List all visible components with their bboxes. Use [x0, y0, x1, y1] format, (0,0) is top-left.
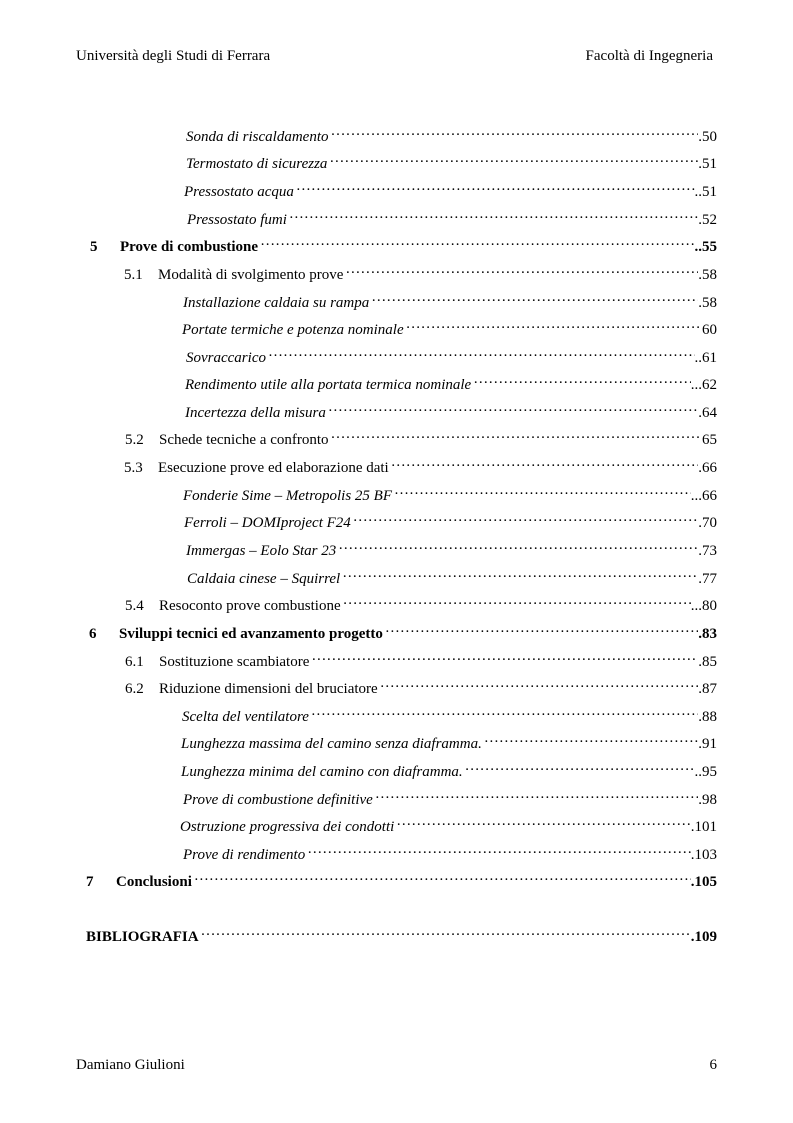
toc-entry[interactable] — [185, 369, 717, 393]
toc-chapter[interactable] — [90, 231, 717, 255]
toc-section-page: .66 — [698, 460, 717, 476]
toc-entry-title: Installazione caldaia su rampa — [183, 295, 370, 311]
toc-entry[interactable] — [186, 121, 717, 145]
toc-leader-dots — [343, 259, 698, 279]
toc-section-page: .85 — [698, 654, 717, 670]
toc-entry-title: Termostato di sicurezza — [186, 156, 328, 172]
toc-section-number: 5.4 — [125, 598, 144, 614]
toc-chapter-title: Sviluppi tecnici ed avanzamento progetto — [119, 626, 383, 642]
toc-entry-page: .51 — [698, 156, 717, 172]
toc-leader-dots — [394, 811, 690, 831]
toc-leader-dots — [309, 646, 698, 666]
toc-bibliography-page: .109 — [690, 929, 717, 945]
header-university: Università degli Studi di Ferrara — [76, 48, 271, 64]
toc-entry[interactable] — [183, 784, 717, 808]
toc-entry[interactable] — [186, 342, 717, 366]
toc-chapter-page: ..55 — [694, 239, 717, 255]
toc-entry-page: .50 — [698, 129, 717, 145]
toc-entry-page: .73 — [698, 543, 717, 559]
toc-entry-page: ...66 — [690, 488, 717, 504]
toc-section[interactable] — [124, 452, 717, 476]
toc-section-page: .58 — [698, 267, 717, 283]
toc-entry-page: ...62 — [690, 377, 717, 393]
toc-entry-title: Incertezza della misura — [185, 405, 326, 421]
toc-section[interactable] — [125, 424, 717, 448]
toc-leader-dots — [392, 480, 691, 500]
toc-entry[interactable] — [181, 728, 717, 752]
toc-entry[interactable] — [182, 701, 717, 725]
toc-section-title: Sostituzione scambiatore — [159, 654, 310, 670]
toc-entry-title: Prove di combustione definitive — [183, 792, 373, 808]
toc-section-number: 6.2 — [125, 681, 144, 697]
toc-entry[interactable] — [183, 287, 717, 311]
toc-entry-page: 60 — [702, 322, 717, 338]
toc-leader-dots — [329, 121, 699, 141]
toc-entry-title: Sonda di riscaldamento — [186, 129, 329, 145]
toc-leader-dots — [258, 231, 694, 251]
toc-entry[interactable] — [181, 756, 717, 780]
toc-leader-dots — [482, 728, 698, 748]
toc-entry-page: .70 — [698, 515, 717, 531]
toc-leader-dots — [373, 784, 698, 804]
toc-entry-page: ..61 — [694, 350, 717, 366]
toc-chapter[interactable] — [89, 618, 717, 642]
toc-leader-dots — [383, 618, 698, 638]
toc-entry-title: Caldaia cinese – Squirrel — [187, 571, 341, 587]
toc-entry-title: Immergas – Eolo Star 23 — [186, 543, 337, 559]
toc-chapter-number: 7 — [86, 874, 94, 890]
toc-entry-title: Sovraccarico — [186, 350, 266, 366]
toc-leader-dots — [404, 314, 702, 334]
toc-leader-dots — [336, 535, 698, 555]
toc-entry[interactable] — [187, 563, 717, 587]
toc-entry[interactable] — [184, 507, 717, 531]
toc-entry-page: .91 — [698, 736, 717, 752]
toc-leader-dots — [192, 866, 691, 886]
toc-entry-title: Scelta del ventilatore — [182, 709, 309, 725]
toc-entry-page: .77 — [698, 571, 717, 587]
toc-entry-title: Rendimento utile alla portata termica nominale — [185, 377, 472, 393]
toc-leader-dots — [305, 839, 691, 859]
toc-section-number: 5.3 — [124, 460, 143, 476]
footer-page-number: 6 — [709, 1057, 717, 1073]
toc-entry-title: Ferroli – DOMIproject F24 — [184, 515, 351, 531]
toc-entry-title: Fonderie Sime – Metropolis 25 BF — [183, 488, 392, 504]
toc-entry[interactable] — [187, 204, 717, 228]
toc-leader-dots — [369, 287, 698, 307]
toc-entry[interactable] — [186, 535, 717, 559]
toc-entry-page: .103 — [690, 847, 717, 863]
toc-entry-title: Pressostato acqua — [184, 184, 294, 200]
toc-leader-dots — [294, 176, 695, 196]
toc-entry-page: ..95 — [694, 764, 717, 780]
toc-entry[interactable] — [186, 148, 717, 172]
toc-section-page: 65 — [702, 432, 717, 448]
toc-entry-title: Lunghezza massima del camino senza diaframma. — [181, 736, 482, 752]
toc-entry-page: .52 — [698, 212, 717, 228]
toc-entry-page: .64 — [698, 405, 717, 421]
toc-section[interactable] — [125, 646, 717, 670]
toc-entry-page: .101 — [690, 819, 717, 835]
toc-entry-page: .58 — [698, 295, 717, 311]
toc-chapter-number: 5 — [90, 239, 98, 255]
toc-chapter-number: 6 — [89, 626, 97, 642]
toc-section-title: Resoconto prove combustione — [159, 598, 341, 614]
toc-bibliography[interactable] — [86, 921, 717, 945]
toc-section-title: Esecuzione prove ed elaborazione dati — [158, 460, 389, 476]
toc-section[interactable] — [125, 673, 717, 697]
toc-leader-dots — [471, 369, 691, 389]
toc-entry[interactable] — [185, 397, 717, 421]
toc-leader-dots — [351, 507, 698, 527]
footer-author: Damiano Giulioni — [76, 1057, 185, 1073]
toc-leader-dots — [389, 452, 699, 472]
toc-leader-dots — [199, 921, 691, 941]
toc-leader-dots — [329, 424, 702, 444]
toc-entry-page: .88 — [698, 709, 717, 725]
toc-section-number: 5.1 — [124, 267, 143, 283]
toc-chapter-title: Conclusioni — [116, 874, 192, 890]
toc-bibliography-title: BIBLIOGRAFIA — [86, 929, 199, 945]
toc-section-title: Schede tecniche a confronto — [159, 432, 329, 448]
toc-leader-dots — [463, 756, 695, 776]
toc-section-page: .87 — [698, 681, 717, 697]
toc-section[interactable] — [125, 590, 717, 614]
toc-leader-dots — [287, 204, 698, 224]
toc-chapter-page: .83 — [698, 626, 717, 642]
toc-leader-dots — [340, 563, 698, 583]
toc-chapter-page: .105 — [690, 874, 717, 890]
toc-section-page: ...80 — [690, 598, 717, 614]
toc-leader-dots — [327, 148, 698, 168]
toc-section-title: Modalità di svolgimento prove — [158, 267, 344, 283]
toc-leader-dots — [309, 701, 698, 721]
toc-entry[interactable] — [184, 176, 717, 200]
toc-entry-title: Portate termiche e potenza nominale — [182, 322, 404, 338]
toc-leader-dots — [378, 673, 699, 693]
toc-leader-dots — [266, 342, 695, 362]
toc-chapter-title: Prove di combustione — [120, 239, 259, 255]
toc-entry[interactable] — [182, 314, 717, 338]
toc-entry-title: Lunghezza minima del camino con diaframma. — [181, 764, 463, 780]
toc-entry-title: Prove di rendimento — [183, 847, 306, 863]
header-faculty: Facoltà di Ingegneria — [585, 48, 713, 64]
toc-section-title: Riduzione dimensioni del bruciatore — [159, 681, 378, 697]
toc-entry[interactable] — [183, 839, 717, 863]
toc-entry[interactable] — [180, 811, 717, 835]
toc-entry-title: Ostruzione progressiva dei condotti — [180, 819, 395, 835]
toc-entry-title: Pressostato fumi — [187, 212, 287, 228]
toc-section-number: 6.1 — [125, 654, 144, 670]
toc-entry[interactable] — [183, 480, 717, 504]
toc-chapter[interactable] — [86, 866, 717, 890]
toc-entry-page: .98 — [698, 792, 717, 808]
toc-leader-dots — [341, 590, 691, 610]
toc-section[interactable] — [124, 259, 717, 283]
toc-section-number: 5.2 — [125, 432, 144, 448]
toc-entry-page: ..51 — [694, 184, 717, 200]
toc-leader-dots — [326, 397, 698, 417]
